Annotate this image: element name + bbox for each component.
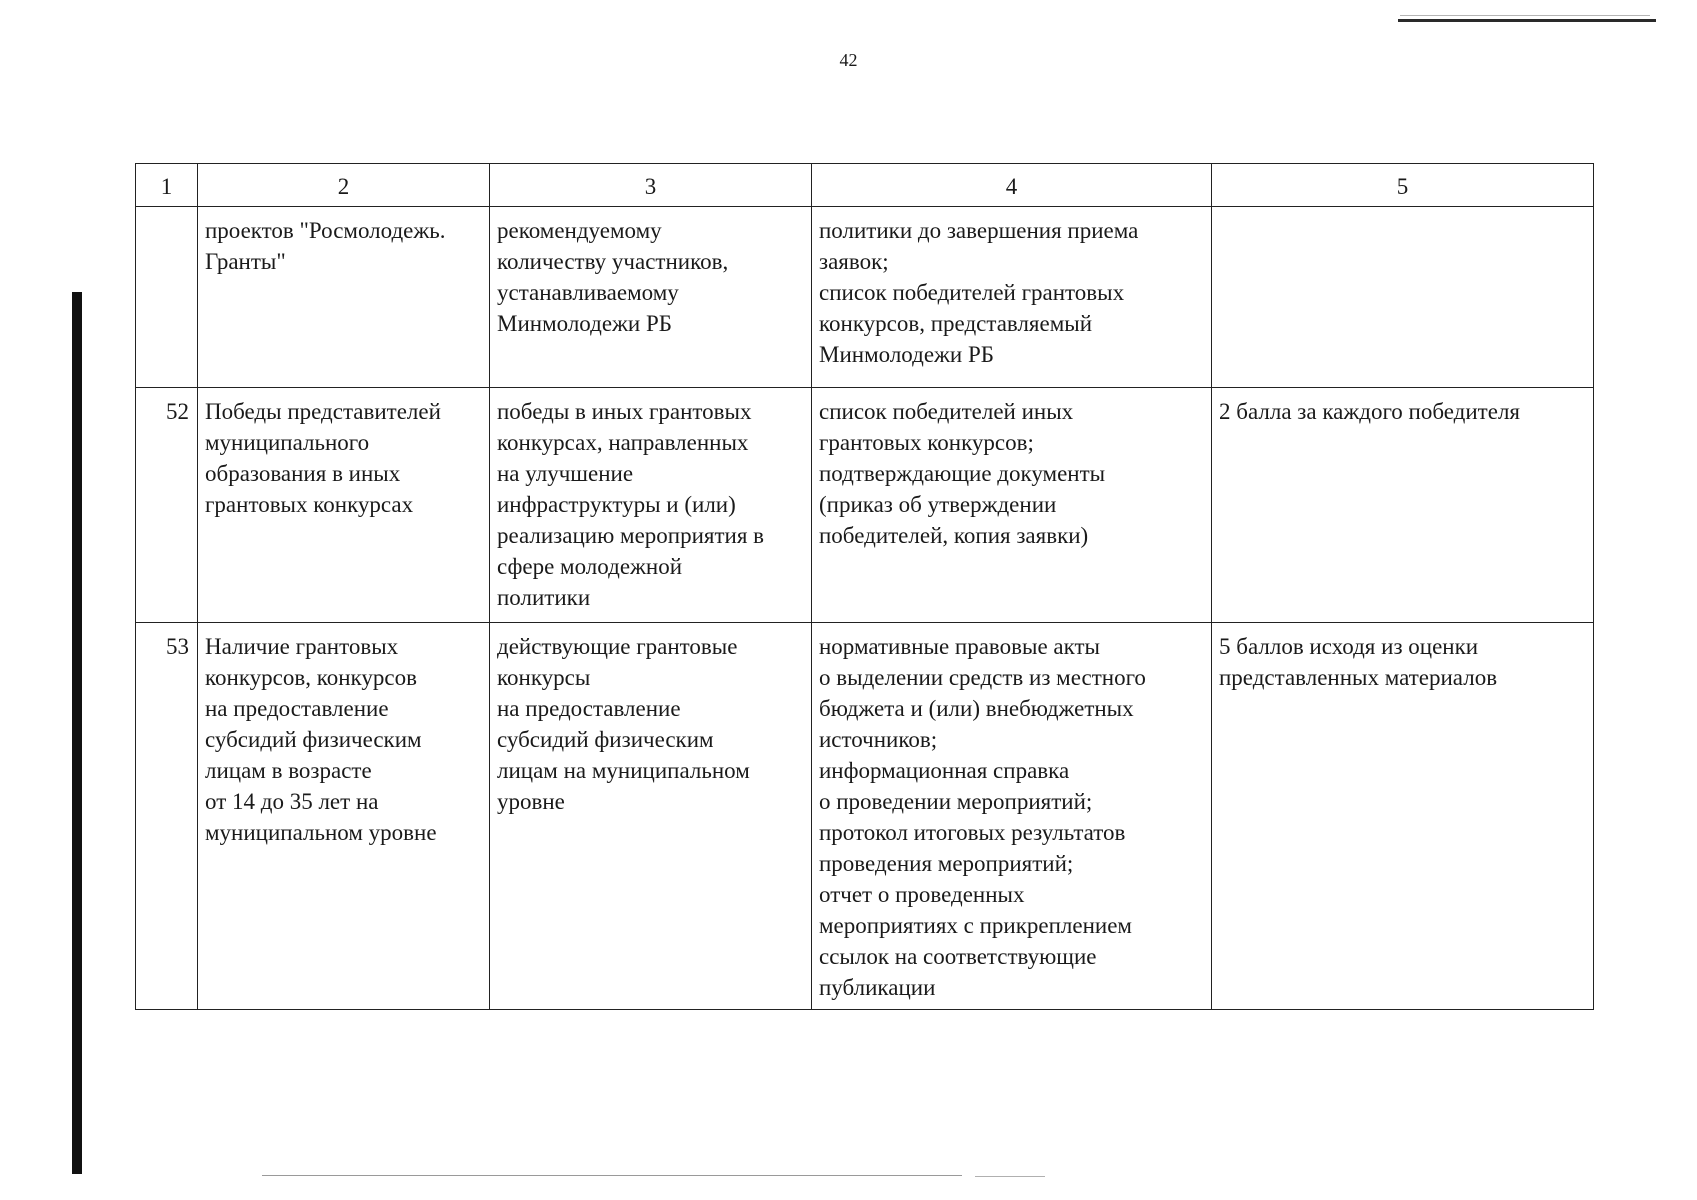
table-row <box>136 388 1594 623</box>
indicator-cell <box>490 207 812 388</box>
row-number: 52 <box>136 388 198 623</box>
table-header-row <box>136 164 1594 207</box>
criterion-cell <box>198 623 490 1010</box>
criterion-text: Наличие грантовых конкурсов, конкурсов на предоставление субсидий физическим лицам в возрасте от 14 до 35 лет на муниципальном уровне <box>205 634 437 845</box>
criterion-text: проектов "Росмолодежь. Гранты" <box>205 218 446 274</box>
indicator-cell <box>490 623 812 1010</box>
header-cell-1: 1 <box>136 164 198 207</box>
indicator-text: победы в иных грантовых конкурсах, направленных на улучшение инфраструктуры и (или) реализацию мероприятия в сфере молодежной политики <box>497 399 765 610</box>
criterion-text: Победы представителей муниципального образования в иных грантовых конкурсах <box>205 399 441 517</box>
scan-artifact-top <box>1398 19 1656 22</box>
score-cell <box>1212 207 1594 388</box>
indicator-cell <box>490 388 812 623</box>
scan-artifact-left-bar <box>72 292 82 1174</box>
score-text: 5 баллов исходя из оценки представленных материалов <box>1219 634 1498 690</box>
score-cell <box>1212 388 1594 623</box>
scan-artifact-top-thin <box>1400 15 1650 16</box>
table-row <box>136 623 1594 1010</box>
indicator-text: действующие грантовые конкурсы на предоставление субсидий физическим лицам на муниципальном уровне <box>497 634 750 814</box>
criterion-cell <box>198 207 490 388</box>
documents-cell <box>812 623 1212 1010</box>
header-cell-3: 3 <box>490 164 812 207</box>
scan-artifact-bottom-fragment <box>975 1176 1045 1177</box>
criteria-table <box>135 163 1594 1010</box>
indicator-text: рекомендуемому количеству участников, устанавливаемому Минмолодежи РБ <box>497 218 729 336</box>
score-cell <box>1212 623 1594 1010</box>
header-cell-4: 4 <box>812 164 1212 207</box>
documents-cell <box>812 388 1212 623</box>
score-text: 2 балла за каждого победителя <box>1219 399 1520 424</box>
documents-text: нормативные правовые акты о выделении средств из местного бюджета и (или) внебюджетных источников; информационная справка о проведении мероприятий; протокол итоговых результатов проведения мероприятий; отчет о проведенных мероприятиях с прикреплением ссылок на соответствующие публикации <box>819 634 1146 1000</box>
documents-cell <box>812 207 1212 388</box>
table-row <box>136 207 1594 388</box>
row-number: 53 <box>136 623 198 1010</box>
documents-text: политики до завершения приема заявок; список победителей грантовых конкурсов, представляемый Минмолодежи РБ <box>819 218 1139 367</box>
documents-text: список победителей иных грантовых конкурсов; подтверждающие документы (приказ об утверждении победителей, копия заявки) <box>819 399 1106 548</box>
header-cell-5: 5 <box>1212 164 1594 207</box>
header-cell-2: 2 <box>198 164 490 207</box>
row-number <box>136 207 198 388</box>
page-number: 42 <box>839 50 858 70</box>
criterion-cell <box>198 388 490 623</box>
scan-artifact-bottom <box>262 1175 962 1176</box>
